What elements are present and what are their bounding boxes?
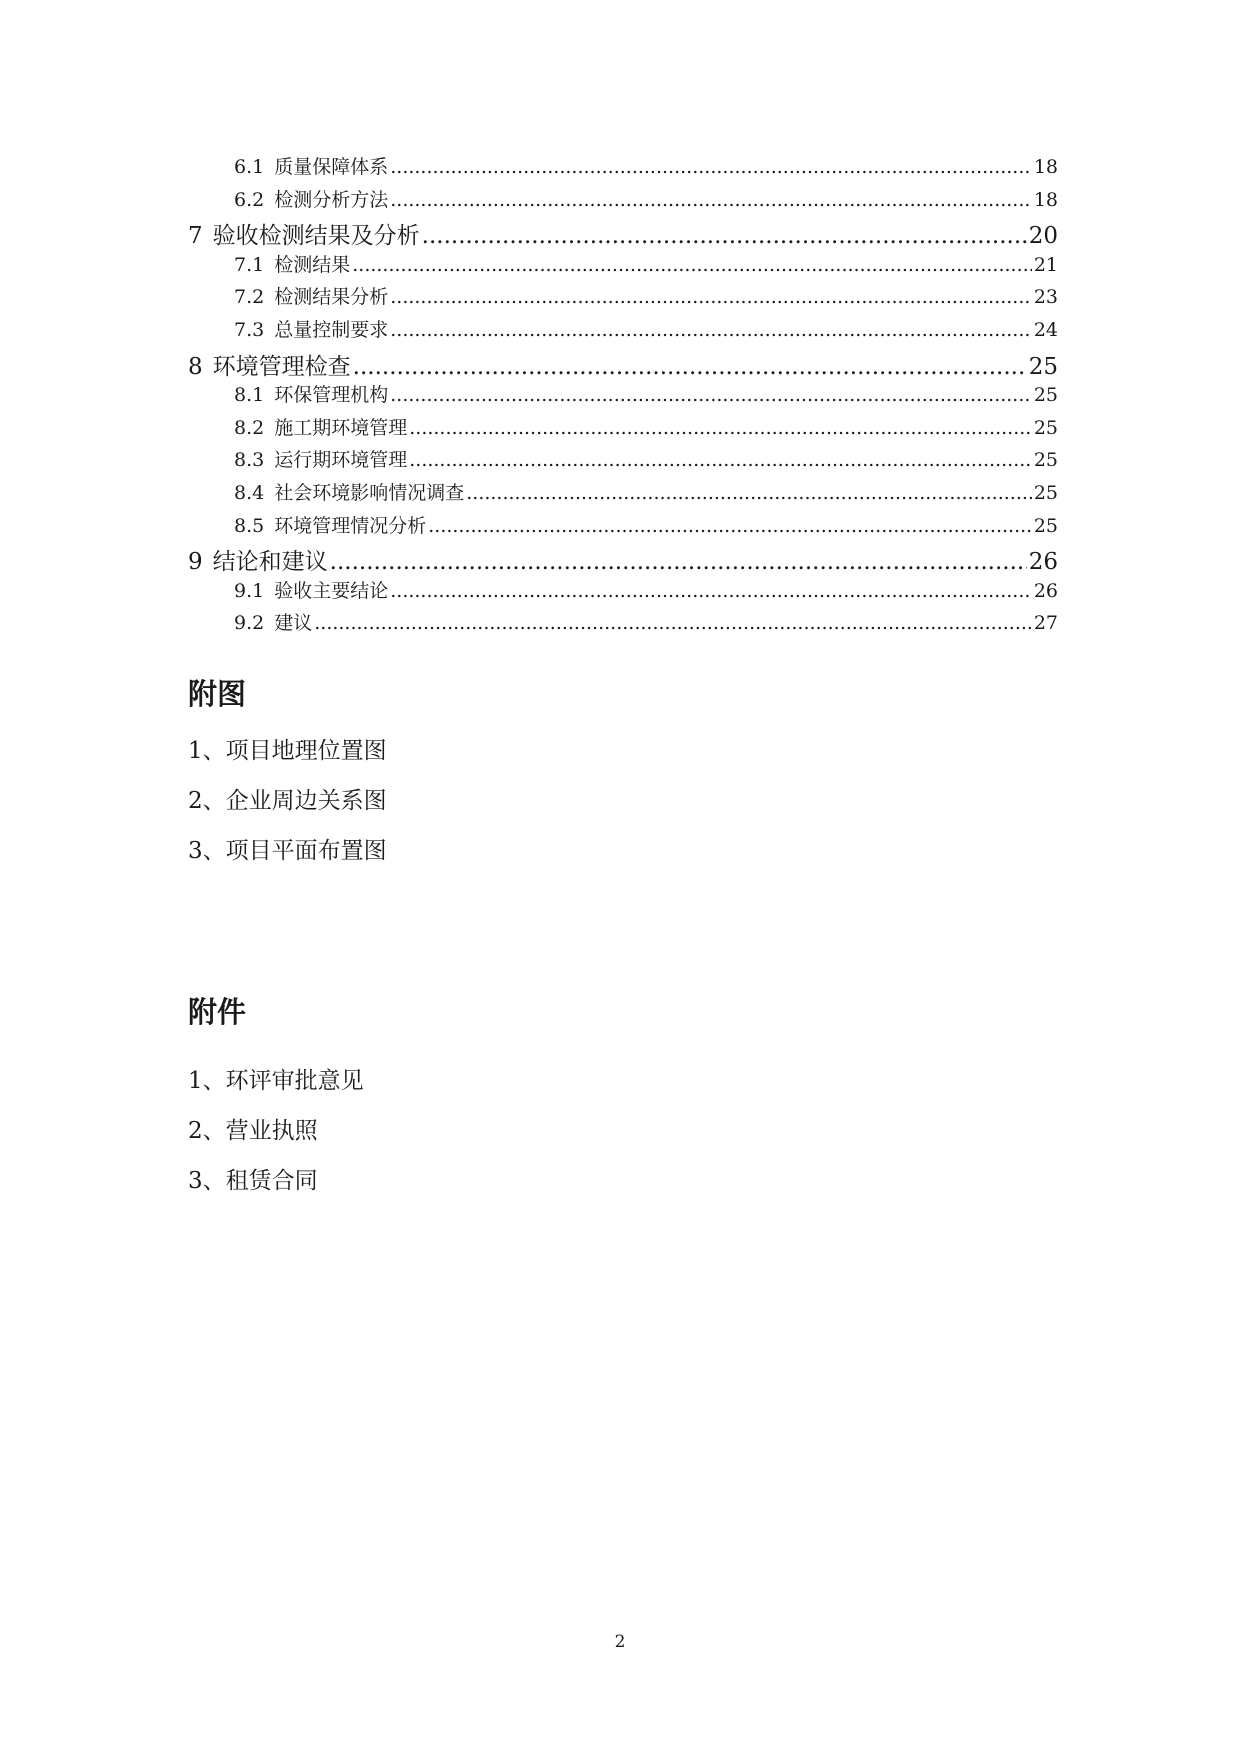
- toc-entry[interactable]: [188, 608, 1058, 641]
- toc-entry-page: 25: [1033, 384, 1058, 407]
- toc-entry-page: 21: [1033, 253, 1058, 276]
- toc-entry[interactable]: [188, 185, 1058, 218]
- toc-entry[interactable]: [188, 250, 1058, 283]
- toc-entry[interactable]: [188, 511, 1058, 544]
- toc-entry-page: 23: [1033, 286, 1058, 309]
- toc-entry-number: 8: [188, 353, 203, 380]
- toc-entry-number: 7: [188, 223, 203, 250]
- toc-entry-number: 9: [188, 549, 203, 576]
- toc-entry[interactable]: [188, 315, 1058, 348]
- toc-entry-number: 8.5: [234, 514, 265, 537]
- toc-entry-title: 验收检测结果及分析: [212, 223, 420, 250]
- toc-entry[interactable]: [188, 380, 1058, 413]
- attachment-list-item: 1、环评审批意见: [188, 1068, 364, 1094]
- toc-entry-page: 25: [1033, 481, 1058, 504]
- toc-entry-number: 6.1: [234, 156, 265, 178]
- toc-dot-leader: [390, 384, 1032, 406]
- toc-entry[interactable]: [188, 543, 1058, 576]
- toc-entry-title: 结论和建议: [212, 549, 328, 576]
- toc-entry-number: 9.2: [234, 612, 265, 635]
- toc-entry-number: 6.2: [234, 188, 265, 211]
- table-of-contents: [188, 152, 1058, 641]
- figure-list-item: 2、企业周边关系图: [188, 788, 387, 814]
- toc-entry-page: 26: [1033, 579, 1058, 602]
- toc-entry-page: 20: [1028, 223, 1058, 250]
- toc-entry-title: 质量保障体系: [274, 156, 389, 178]
- toc-dot-leader: [330, 549, 1027, 575]
- attachments-heading: 附件: [188, 995, 247, 1029]
- figure-list-item: 3、项目平面布置图: [188, 838, 387, 864]
- toc-dot-leader: [466, 482, 1032, 504]
- toc-dot-leader: [428, 515, 1032, 537]
- toc-dot-leader: [409, 449, 1032, 471]
- toc-dot-leader: [314, 612, 1032, 634]
- toc-entry-title: 总量控制要求: [274, 318, 389, 341]
- figure-list-item: 1、项目地理位置图: [188, 738, 387, 764]
- toc-entry[interactable]: [188, 576, 1058, 609]
- toc-entry-title: 检测结果: [274, 253, 351, 276]
- toc-entry-number: 8.2: [234, 416, 265, 439]
- toc-entry-title: 运行期环境管理: [274, 449, 408, 472]
- toc-entry-page: 26: [1028, 549, 1058, 576]
- figures-list: [188, 732, 387, 882]
- toc-entry-page: 25: [1033, 416, 1058, 439]
- toc-entry-title: 环保管理机构: [274, 384, 389, 407]
- page-number: 2: [614, 1632, 626, 1652]
- toc-entry[interactable]: [188, 445, 1058, 478]
- toc-entry-title: 建议: [274, 612, 313, 635]
- figures-heading: 附图: [188, 677, 247, 711]
- attachments-list: [188, 1062, 364, 1212]
- toc-entry-number: 7.1: [234, 253, 265, 276]
- attachment-list-item: 2、营业执照: [188, 1118, 318, 1144]
- toc-entry[interactable]: [188, 152, 1058, 185]
- toc-entry-page: 25: [1028, 353, 1058, 380]
- toc-entry-page: 25: [1033, 514, 1058, 537]
- toc-entry-number: 8.3: [234, 449, 265, 472]
- toc-dot-leader: [390, 580, 1032, 602]
- toc-dot-leader: [353, 354, 1027, 380]
- toc-entry-title: 验收主要结论: [274, 579, 389, 602]
- toc-entry-number: 9.1: [234, 579, 265, 602]
- toc-dot-leader: [390, 156, 1032, 178]
- toc-entry-title: 环境管理情况分析: [274, 514, 427, 537]
- toc-entry[interactable]: [188, 478, 1058, 511]
- toc-entry[interactable]: [188, 282, 1058, 315]
- toc-entry-number: 8.1: [234, 384, 265, 407]
- toc-entry-title: 施工期环境管理: [274, 416, 408, 439]
- toc-dot-leader: [390, 189, 1032, 211]
- toc-entry-title: 检测结果分析: [274, 286, 389, 309]
- toc-entry-title: 社会环境影响情况调查: [274, 481, 465, 504]
- toc-dot-leader: [390, 319, 1032, 341]
- toc-dot-leader: [422, 223, 1027, 249]
- toc-entry-title: 检测分析方法: [274, 188, 389, 211]
- toc-dot-leader: [409, 417, 1032, 439]
- attachment-list-item: 3、租赁合同: [188, 1168, 318, 1194]
- toc-entry-page: 25: [1033, 449, 1058, 472]
- toc-entry-page: 18: [1033, 188, 1058, 211]
- toc-entry-page: 18: [1033, 156, 1058, 178]
- toc-entry[interactable]: [188, 217, 1058, 250]
- toc-entry-number: 7.2: [234, 286, 265, 309]
- toc-dot-leader: [352, 254, 1032, 276]
- toc-entry-page: 24: [1033, 318, 1058, 341]
- toc-entry[interactable]: [188, 348, 1058, 381]
- toc-entry-title: 环境管理检查: [212, 353, 351, 380]
- toc-dot-leader: [390, 286, 1032, 308]
- toc-entry-number: 7.3: [234, 318, 265, 341]
- toc-entry[interactable]: [188, 413, 1058, 446]
- toc-entry-page: 27: [1033, 612, 1058, 635]
- toc-entry-number: 8.4: [234, 481, 265, 504]
